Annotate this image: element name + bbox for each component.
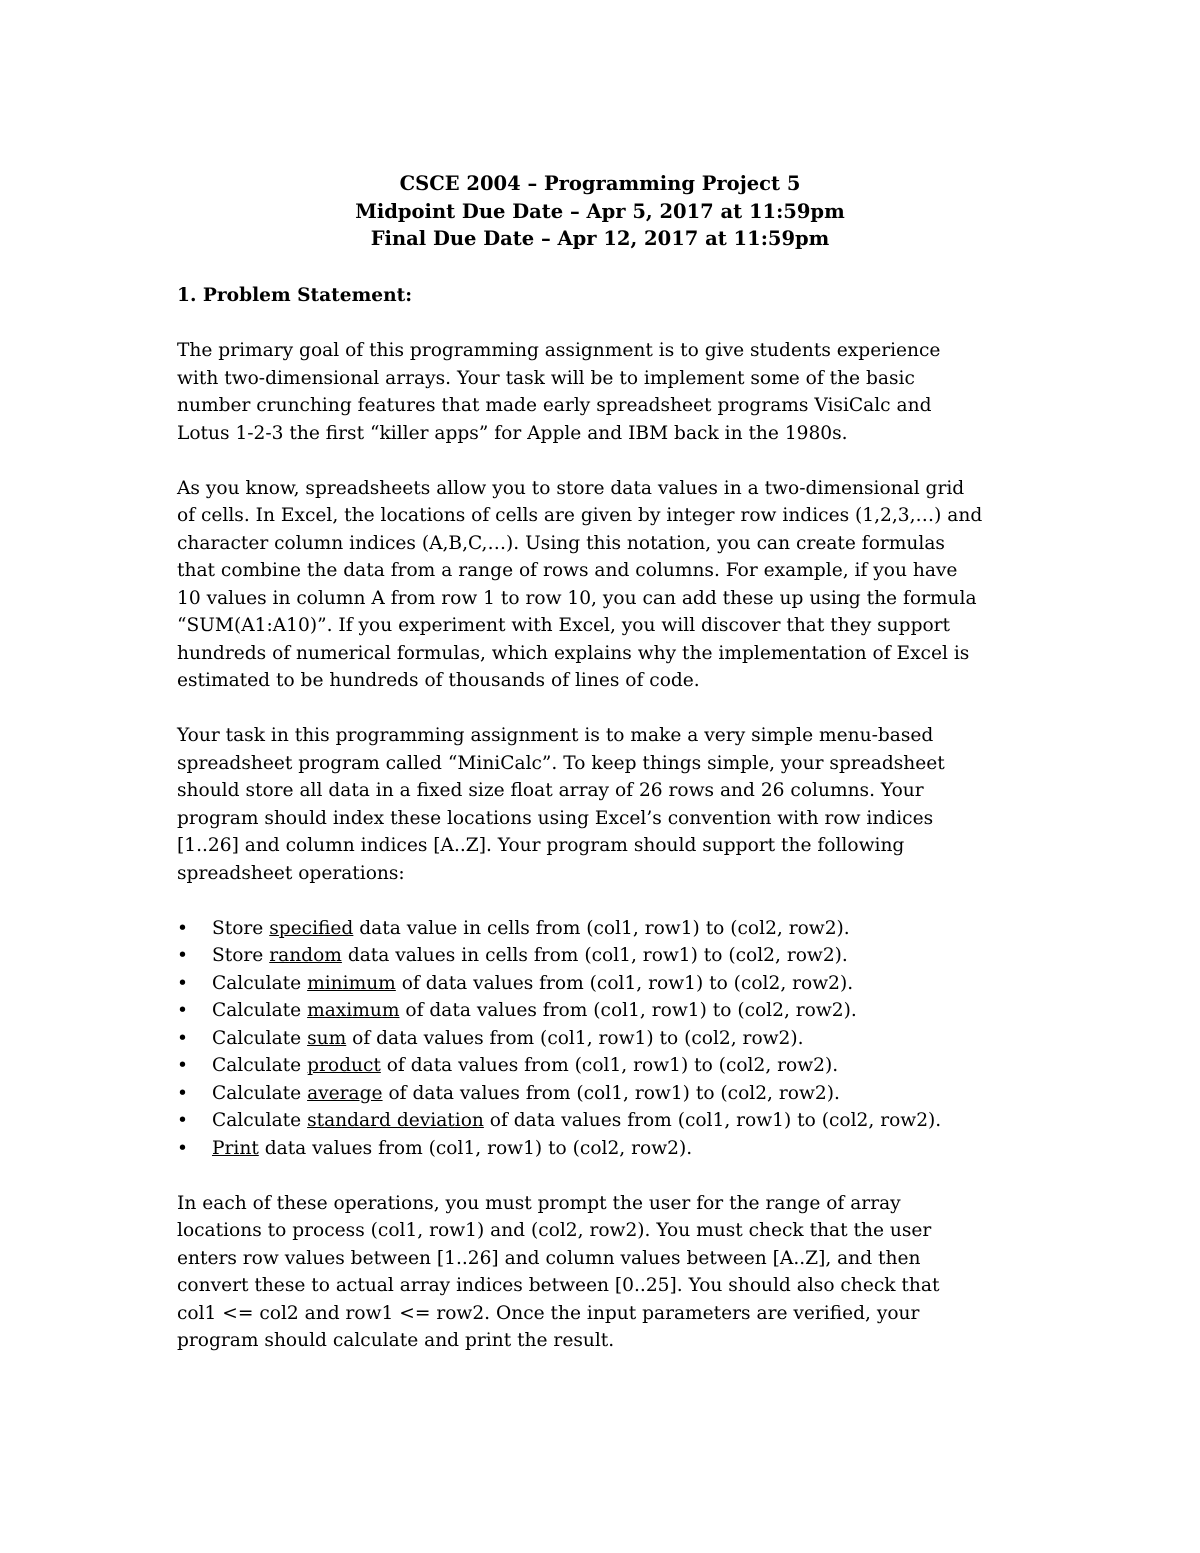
document-title: CSCE 2004 – Programming Project 5 [399, 172, 801, 195]
item-suffix: data values from (col1, row1) to (col2, row2). [258, 1137, 693, 1159]
bullet-icon: • [177, 917, 188, 939]
text-line: [1..26] and column indices [A..Z]. Your program should support the following [177, 835, 905, 856]
list-item [177, 915, 1037, 943]
text-line: As you know, spreadsheets allow you to store data values in a two-dimensional grid [177, 477, 965, 499]
text-line: character column indices (A,B,C,…). Using this notation, you can create formulas [177, 532, 945, 554]
item-suffix: of data values from (col1, row1) to (col2, row2). [399, 1000, 857, 1021]
text-line: program should index these locations using Excel’s convention with row indices [177, 807, 934, 829]
list-item [177, 997, 1037, 1025]
text-line: enters row values between [1..26] and column values between [A..Z], and then [177, 1247, 921, 1269]
text-line: estimated to be hundreds of thousands of lines of code. [177, 670, 700, 691]
item-keyword: Print [212, 1137, 259, 1159]
section-heading: 1. Problem Statement: [177, 285, 413, 306]
item-prefix: Store [212, 917, 270, 939]
text-line: convert these to actual array indices between [0..25]. You should also check that [177, 1275, 940, 1296]
document-body [177, 282, 1037, 1382]
paragraph-task [177, 722, 1037, 887]
text-line: program should calculate and print the result. [177, 1330, 615, 1351]
list-item [177, 1025, 1037, 1053]
item-prefix: Calculate [212, 972, 308, 994]
text-line: In each of these operations, you must prompt the user for the range of array [177, 1192, 901, 1214]
list-item [177, 1107, 1037, 1135]
bullet-icon: • [177, 945, 188, 966]
item-keyword: product [307, 1055, 381, 1076]
list-item [177, 1080, 1037, 1108]
item-suffix: data value in cells from (col1, row1) to (col2, row2). [353, 917, 850, 939]
bullet-icon: • [177, 972, 188, 994]
bullet-icon: • [177, 1000, 188, 1021]
paragraph-intro [177, 337, 1037, 447]
item-keyword: minimum [307, 972, 396, 994]
operations-list [177, 915, 1037, 1163]
text-line: The primary goal of this programming assignment is to give students experience [177, 340, 941, 361]
list-item [177, 1135, 1037, 1163]
item-prefix: Calculate [212, 1110, 308, 1131]
text-line: 10 values in column A from row 1 to row 10, you can add these up using the formula [177, 587, 977, 609]
bullet-icon: • [177, 1055, 188, 1076]
item-keyword: standard deviation [307, 1110, 484, 1131]
text-line: spreadsheet program called “MiniCalc”. To keep things simple, your spreadsheet [177, 752, 945, 774]
text-line: of cells. In Excel, the locations of cells are given by integer row indices (1,2,3,…) and [177, 505, 983, 526]
item-suffix: of data values from (col1, row1) to (col2, row2). [395, 972, 854, 994]
bullet-icon: • [177, 1110, 188, 1131]
text-line: should store all data in a fixed size float array of 26 rows and 26 columns. Your [177, 780, 924, 801]
midpoint-due-date: Midpoint Due Date – Apr 5, 2017 at 11:59pm [355, 199, 845, 223]
text-line: “SUM(A1:A10)”. If you experiment with Excel, you will discover that they support [177, 615, 951, 636]
item-suffix: of data values from (col1, row1) to (col2, row2). [483, 1110, 942, 1131]
list-item [177, 970, 1037, 998]
item-prefix: Calculate [212, 1055, 308, 1076]
item-keyword: maximum [307, 1000, 400, 1021]
item-suffix: of data values from (col1, row1) to (col2, row2). [346, 1027, 804, 1049]
text-line: Your task in this programming assignment is to make a very simple menu-based [177, 725, 934, 746]
text-line: col1 <= col2 and row1 <= row2. Once the input parameters are verified, your [177, 1302, 920, 1324]
list-item [177, 942, 1037, 970]
item-keyword: random [269, 945, 342, 966]
text-line: with two-dimensional arrays. Your task will be to implement some of the basic [177, 367, 915, 389]
item-suffix: of data values from (col1, row1) to (col2, row2). [380, 1055, 839, 1076]
item-suffix: of data values from (col1, row1) to (col2, row2). [382, 1082, 840, 1104]
text-line: hundreds of numerical formulas, which explains why the implementation of Excel is [177, 642, 970, 664]
bullet-icon: • [177, 1137, 188, 1159]
item-keyword: average [307, 1082, 383, 1104]
text-line: number crunching features that made early spreadsheet programs VisiCalc and [177, 395, 932, 416]
text-line: Lotus 1-2-3 the first “killer apps” for Apple and IBM back in the 1980s. [177, 422, 848, 444]
item-keyword: specified [269, 917, 354, 939]
item-prefix: Calculate [212, 1027, 308, 1049]
item-prefix: Store [212, 945, 270, 966]
item-prefix: Calculate [212, 1000, 308, 1021]
item-suffix: data values in cells from (col1, row1) to (col2, row2). [341, 945, 848, 966]
item-prefix: Calculate [212, 1082, 308, 1104]
text-line: that combine the data from a range of rows and columns. For example, if you have [177, 560, 958, 581]
paragraph-validation [177, 1190, 1037, 1355]
bullet-icon: • [177, 1027, 188, 1049]
item-keyword: sum [307, 1027, 347, 1049]
text-line: locations to process (col1, row1) and (col2, row2). You must check that the user [177, 1220, 932, 1241]
list-item [177, 1052, 1037, 1080]
paragraph-spreadsheets [177, 475, 1037, 695]
bullet-icon: • [177, 1082, 188, 1104]
final-due-date: Final Due Date – Apr 12, 2017 at 11:59pm [370, 227, 830, 250]
text-line: spreadsheet operations: [177, 862, 405, 884]
document-header [0, 170, 1200, 253]
